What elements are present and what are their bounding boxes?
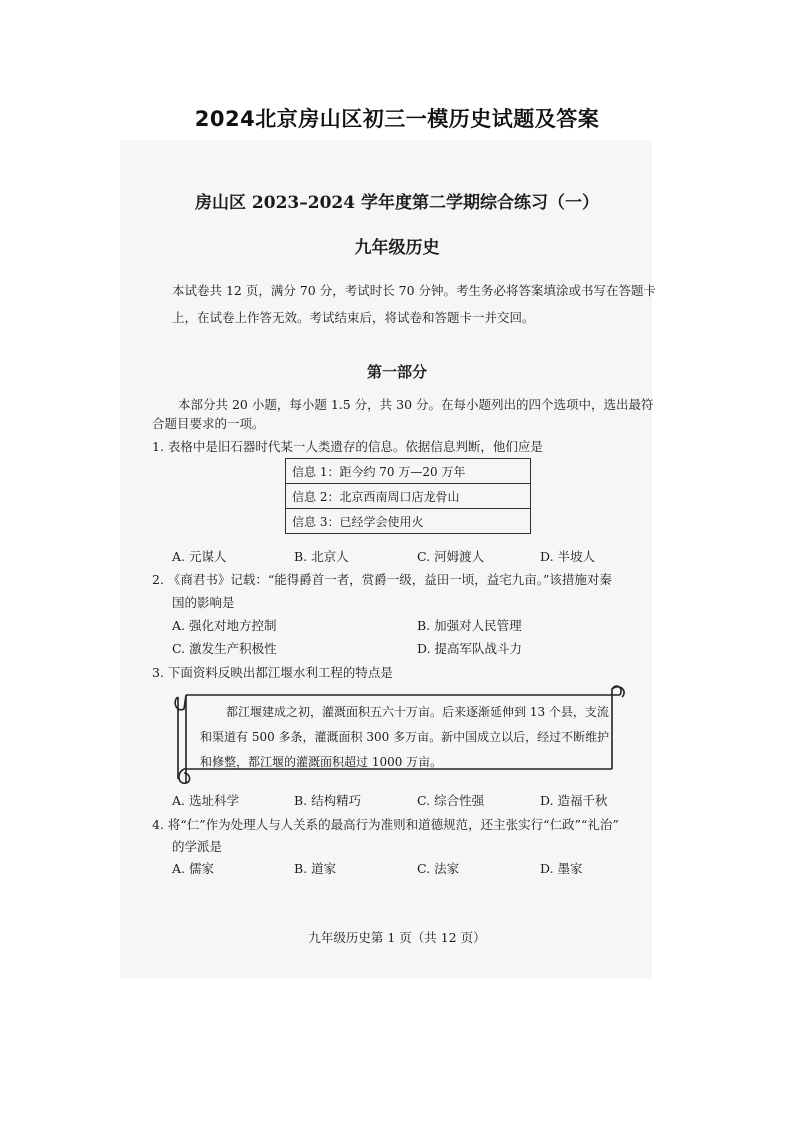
info-table <box>285 458 531 534</box>
section-title: 第一部分 <box>366 363 427 381</box>
question-1-option-a: A. 元谋人 <box>172 549 227 564</box>
question-3-option-b: B. 结构精巧 <box>294 793 362 808</box>
question-4-option-c: C. 法家 <box>417 861 460 876</box>
question-3-option-c: C. 综合性强 <box>417 793 485 808</box>
question-1-option-b: B. 北京人 <box>294 549 349 564</box>
question-1-stem: 1. 表格中是旧石器时代某一人类遗存的信息。依据信息判断，他们应是 <box>152 439 543 454</box>
question-4-stem: 4. 将“仁”作为处理人与人关系的最高行为准则和道德规范，还主张实行“仁政”“礼治” <box>152 817 619 832</box>
question-4-stem-cont: 的学派是 <box>172 839 223 854</box>
question-2-option-d: D. 提高军队战斗力 <box>417 641 523 656</box>
table-row <box>286 509 531 534</box>
table-row <box>286 459 531 484</box>
info-cell: 信息 3：已经学会使用火 <box>286 509 531 534</box>
info-cell: 信息 2：北京西南周口店龙骨山 <box>286 484 531 509</box>
page-footer: 九年级历史第 1 页（共 12 页） <box>308 930 486 945</box>
info-cell: 信息 1：距今约 70 万—20 万年 <box>286 459 531 484</box>
question-2-option-c: C. 激发生产积极性 <box>172 641 277 656</box>
question-3-material: 都江堰建成之初，灌溉面积五六十万亩。后来逐渐延伸到 13 个县，支流和渠道有 500 多条，灌溉面积 300 多万亩。新中国成立以后，经过不断维护和修整，都江堰的灌溉面积超过 1000 万亩。 <box>200 705 610 769</box>
question-2-stem-cont: 国的影响是 <box>172 595 235 610</box>
subject-title: 九年级历史 <box>354 238 440 258</box>
question-2-option-b: B. 加强对人民管理 <box>417 618 522 633</box>
question-4-option-b: B. 道家 <box>294 861 337 876</box>
question-1-option-c: C. 河姆渡人 <box>417 549 485 564</box>
exam-notice: 本试卷共 12 页，满分 70 分，考试时长 70 分钟。考生务必将答案填涂或书写在答题卡上，在试卷上作答无效。考试结束后，将试卷和答题卡一并交回。 <box>172 283 657 325</box>
exam-title: 房山区 2023–2024 学年度第二学期综合练习（一） <box>195 193 599 213</box>
question-4-option-a: A. 儒家 <box>172 861 214 876</box>
question-3-option-a: A. 选址科学 <box>172 793 239 808</box>
question-2-stem: 2. 《商君书》记载：“能得爵首一者，赏爵一级，益田一顷，益宅九亩。”该措施对秦 <box>152 572 612 587</box>
table-row <box>286 484 531 509</box>
question-3-stem: 3. 下面资料反映出都江堰水利工程的特点是 <box>152 665 393 680</box>
question-1-option-d: D. 半坡人 <box>540 549 596 564</box>
question-3-option-d: D. 造福千秋 <box>540 793 608 808</box>
question-4-option-d: D. 墨家 <box>540 861 583 876</box>
question-2-option-a: A. 强化对地方控制 <box>172 618 277 633</box>
document-title: 2024北京房山区初三一模历史试题及答案 <box>194 107 600 131</box>
section-description: 本部分共 20 小题，每小题 1.5 分，共 30 分。在每小题列出的四个选项中，选出最符合题目要求的一项。 <box>152 397 654 431</box>
